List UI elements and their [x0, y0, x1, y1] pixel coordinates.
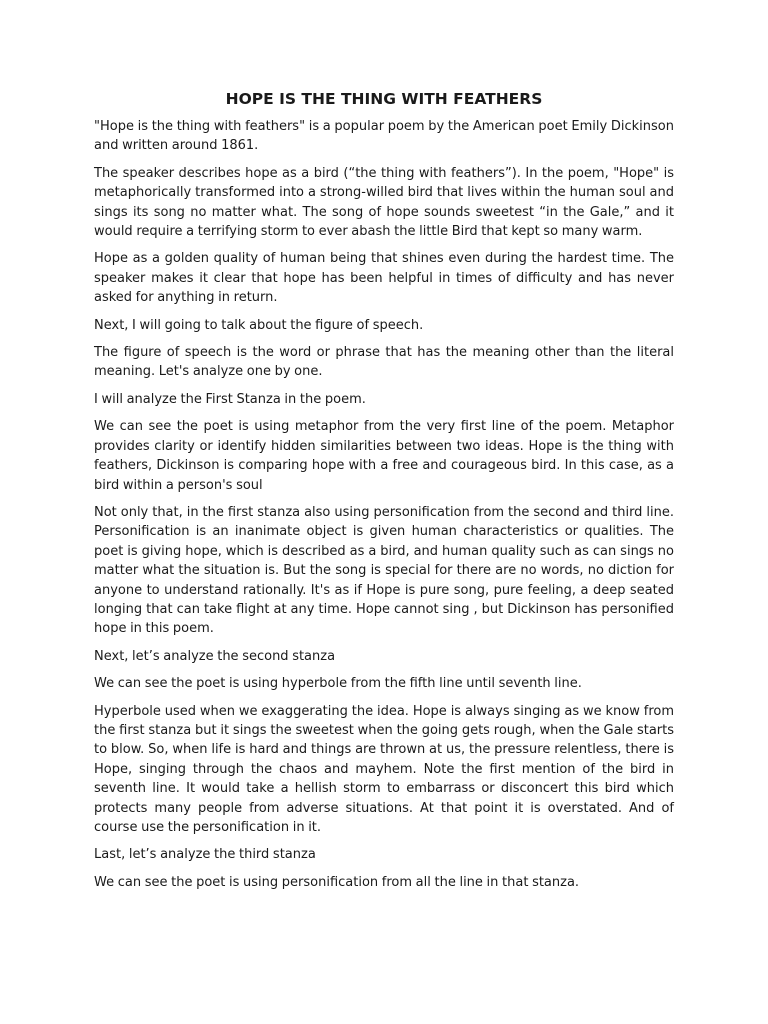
paragraph-figure-of-speech-definition: The figure of speech is the word or phrase that has the meaning other than the literal meaning. Let's analyze one by one.	[94, 345, 674, 380]
paragraph-speaker-description: The speaker describes hope as a bird (“the thing with feathers”). In the poem, "Hope" is metaphorically transformed into a strong-willed bird that lives within the human soul and sings its song no matter what. The song of hope sounds sweetest “in the Gale,” and it would require a terrifying storm to ever abash the little Bird that kept so many warm.	[94, 165, 674, 240]
paragraph-metaphor: We can see the poet is using metaphor from the very first line of the poem. Metaphor provides clarity or identify hidden similarities between two ideas. Hope is the thing with feathers, Dickinson is comparing hope with a free and courageous bird. In this case, as a bird within a person's soul	[94, 419, 674, 493]
paragraph-intro: "Hope is the thing with feathers" is a popular poem by the American poet Emily Dickinson and written around 1861.	[94, 119, 674, 154]
paragraph-personification: Not only that, in the first stanza also using personification from the second and third line. Personification is an inanimate object is given human characteristics or qualities. The poet is giving hope, which is described as a bird, and human quality such as can sings no matter what the situation is. But the song is special for there are no words, no diction for anyone to understand rationally. It's as if Hope is pure song, pure feeling, a deep seated longing that can take flight at any time. Hope cannot sing , but Dickinson has personified hope in this poem.	[94, 504, 674, 637]
paragraph-third-stanza-heading: Last, let’s analyze the third stanza	[94, 847, 316, 863]
paragraph-first-stanza-heading: I will analyze the First Stanza in the poem.	[94, 391, 366, 407]
paragraph-second-stanza-heading: Next, let’s analyze the second stanza	[94, 648, 336, 664]
document-title: HOPE IS THE THING WITH FEATHERS	[225, 90, 543, 108]
document-page	[94, 88, 674, 900]
paragraph-hyperbole-intro: We can see the poet is using hyperbole from the fifth line until seventh line.	[94, 676, 582, 692]
paragraph-golden-quality: Hope as a golden quality of human being that shines even during the hardest time. The speaker makes it clear that hope has been helpful in times of difficulty and has never asked for anything in return.	[94, 251, 674, 306]
paragraph-third-stanza-personification: We can see the poet is using personification from all the line in that stanza.	[94, 874, 580, 890]
paragraph-figure-of-speech-intro: Next, I will going to talk about the figure of speech.	[94, 317, 424, 333]
paragraph-hyperbole: Hyperbole used when we exaggerating the idea. Hope is always singing as we know from the first stanza but it sings the sweetest when the going gets rough, when the Gale starts to blow. So, when life is hard and things are thrown at us, the pressure relentless, there is Hope, singing through the chaos and mayhem. Note the first mention of the bird in seventh line. It would take a hellish storm to embarrass or disconcert this bird which protects many people from adverse situations. At that point it is overstated. And of course use the personification in it.	[94, 703, 674, 835]
